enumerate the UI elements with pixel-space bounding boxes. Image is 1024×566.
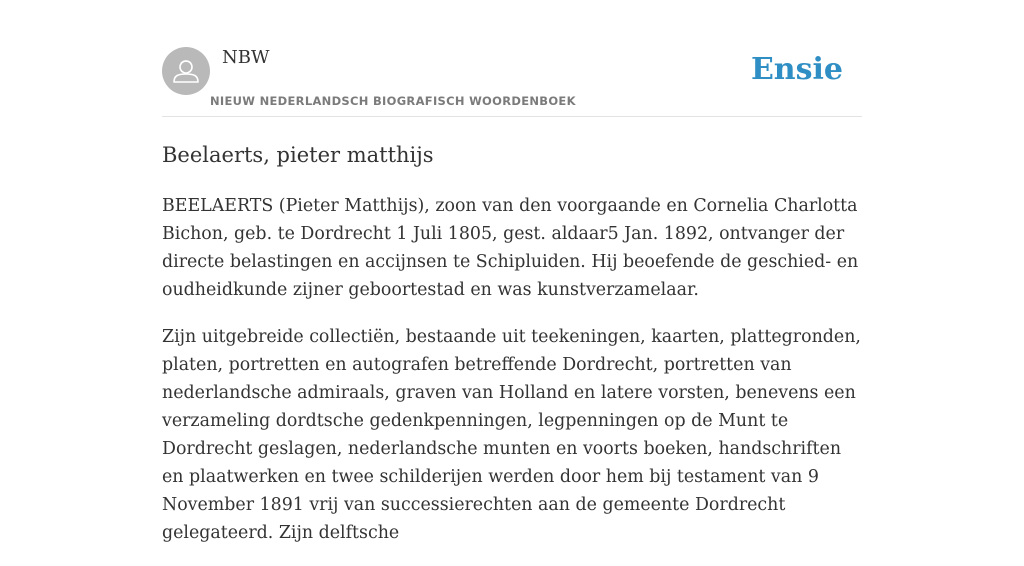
user-icon[interactable] bbox=[162, 47, 210, 95]
article-title: Beelaerts, pieter matthijs bbox=[162, 143, 434, 167]
source-header bbox=[162, 46, 862, 117]
article-paragraph-1: BEELAERTS (Pieter Matthijs), zoon van den voorgaande en Cornelia Charlotta Bichon, geb. te Dordrecht 1 Juli 1805, gest. aldaar5 Jan. 1892, ontvanger der directe belastingen en accijnsen te Schipluiden. Hij beoefende de geschied- en oudheidkunde zijner geboortestad en was kunstverzamelaar. bbox=[162, 196, 859, 300]
source-name[interactable]: NBW bbox=[222, 47, 270, 68]
source-subtitle: NIEUW NEDERLANDSCH BIOGRAFISCH WOORDENBOEK bbox=[210, 94, 576, 108]
article-paragraph-2: Zijn uitgebreide collectiën, bestaande uit teekeningen, kaarten, plattegronden, platen, portretten en autografen betreffende Dordrecht, portretten van nederlandsche admiraals, graven van Holland en latere vorsten, benevens een verzameling dordtsche gedenkpenningen, legpenningen op de Munt te Dordrecht geslagen, nederlandsche munten en voorts boeken, handschriften en plaatwerken en twee schilderijen werden door hem bij testament van 9 November 1891 vrij van successierechten aan de gemeente Dordrecht gelegateerd. Zijn delftsche bbox=[162, 327, 861, 543]
brand-logo[interactable]: Ensie bbox=[750, 52, 843, 87]
article-body bbox=[162, 192, 866, 566]
